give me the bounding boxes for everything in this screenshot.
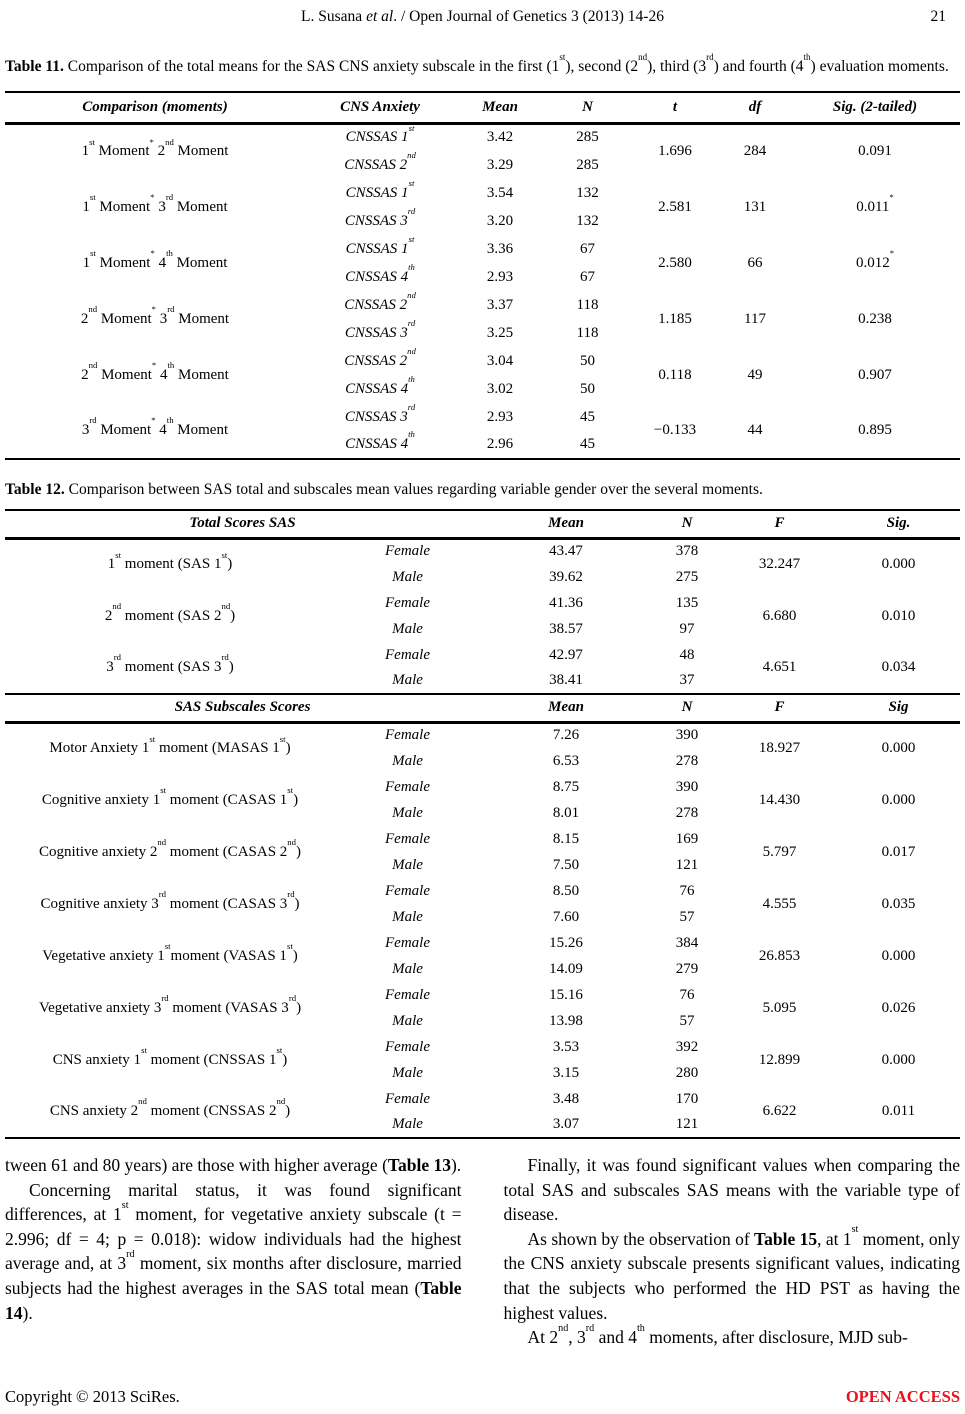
body-paragraph: As shown by the observation of Table 15, at 1st moment, only the CNS anxiety subscale presents significant values, indicating that the subjects who performed the HD PST as having the highest values. (503, 1224, 960, 1323)
table-11 (5, 91, 960, 460)
mean-cell: 3.37 (486, 296, 514, 313)
df-cell: 66 (747, 254, 763, 271)
table12-col-header-1-0: Mean (548, 699, 584, 716)
n-cell: 48 (679, 646, 695, 663)
n-cell: 118 (576, 296, 599, 313)
n-cell: 135 (675, 594, 699, 611)
row-label-cell: 1st moment (SAS 1st) (107, 549, 233, 573)
copyright-notice: Copyright © 2013 SciRes. (5, 1387, 180, 1406)
body-paragraph: Concerning marital status, it was found significant differences, at 1st moment, for vegetative anxiety subscale (t = 2.996; df = 4; p = 0.018): widow individuals had the highest average and, at 3rd moment, six months after disclosure, married subjects had the highest averages in the SAS total mean (Table 14). (5, 1179, 462, 1323)
scale-cell: CNSSAS 1st (345, 179, 415, 201)
comparison-cell: 2nd Moment* 4th Moment (81, 359, 229, 383)
n-cell: 50 (580, 380, 595, 397)
mean-cell: 7.50 (552, 856, 580, 873)
body-paragraph: At 2nd, 3rd and 4th moments, after disclosure, MJD sub- (527, 1322, 908, 1348)
table12-row (5, 722, 960, 748)
f-cell: 18.927 (758, 740, 801, 757)
n-cell: 76 (679, 882, 695, 899)
n-cell: 45 (580, 436, 595, 453)
gender-cell: Male (392, 620, 423, 637)
sig-cell: 0.012* (855, 247, 895, 271)
f-cell: 14.430 (758, 791, 801, 808)
mean-cell: 3.15 (552, 1064, 580, 1081)
mean-cell: 41.36 (549, 594, 583, 611)
row-label-cell: Cognitive anxiety 3rd moment (CASAS 3rd) (40, 888, 300, 912)
mean-cell: 42.97 (549, 646, 583, 663)
page-number: 21 (930, 8, 946, 25)
scale-cell: CNSSAS 1st (345, 235, 415, 257)
t-cell: −0.133 (653, 422, 697, 439)
mean-cell: 3.36 (486, 240, 514, 257)
n-cell: 121 (675, 856, 699, 873)
f-cell: 32.247 (758, 556, 801, 573)
n-cell: 285 (576, 156, 599, 173)
sig-cell: 0.895 (858, 422, 892, 439)
sig-cell: 0.238 (858, 310, 892, 327)
row-label-cell: Motor Anxiety 1st moment (MASAS 1st) (49, 733, 291, 757)
row-label-cell: CNS anxiety 2nd moment (CNSSAS 2nd) (49, 1096, 291, 1120)
gender-cell: Female (385, 830, 430, 847)
n-cell: 392 (675, 1038, 699, 1055)
n-cell: 384 (675, 934, 699, 951)
table11-col-header-4: t (672, 98, 678, 115)
t-cell: 1.696 (658, 143, 692, 160)
mean-cell: 3.54 (486, 184, 514, 201)
n-cell: 97 (679, 620, 695, 637)
table12-col-header-1-2: F (774, 699, 785, 716)
table12-col-header-1-3: Sig (888, 699, 909, 716)
scale-cell: CNSSAS 3rd (344, 207, 416, 229)
sig-cell: 0.907 (858, 366, 892, 383)
scale-cell: CNSSAS 3rd (344, 403, 416, 425)
mean-cell: 2.96 (486, 436, 514, 453)
table12-section-header-row (5, 694, 960, 722)
mean-cell: 3.25 (486, 324, 514, 341)
row-label-cell: Cognitive anxiety 2nd moment (CASAS 2nd) (39, 836, 301, 860)
n-cell: 45 (580, 408, 595, 425)
sig-cell: 0.000 (881, 791, 916, 808)
mean-cell: 3.42 (486, 129, 514, 146)
table12-row (5, 982, 960, 1008)
table12-row (5, 642, 960, 668)
scale-cell: CNSSAS 2nd (344, 151, 416, 173)
mean-cell: 3.29 (486, 156, 514, 173)
running-header (5, 8, 960, 30)
n-cell: 378 (675, 543, 699, 560)
mean-cell: 2.93 (486, 268, 514, 285)
n-cell: 390 (675, 727, 699, 744)
n-cell: 76 (679, 986, 695, 1003)
row-label-cell: CNS anxiety 1st moment (CNSSAS 1st) (52, 1044, 288, 1068)
sig-cell: 0.091 (858, 143, 892, 160)
sig-cell: 0.011* (856, 191, 894, 215)
gender-cell: Male (392, 1064, 423, 1081)
mean-cell: 38.41 (549, 672, 583, 689)
df-cell: 44 (747, 422, 763, 439)
n-cell: 132 (576, 184, 599, 201)
n-cell: 121 (675, 1116, 699, 1133)
mean-cell: 3.53 (552, 1038, 580, 1055)
f-cell: 26.853 (758, 947, 801, 964)
comparison-cell: 1st Moment* 4th Moment (82, 247, 228, 271)
table11-row (5, 291, 960, 319)
mean-cell: 3.07 (552, 1116, 580, 1133)
n-cell: 118 (576, 324, 599, 341)
mean-cell: 2.93 (486, 408, 514, 425)
mean-cell: 8.15 (552, 830, 580, 847)
scale-cell: CNSSAS 1st (345, 123, 415, 146)
n-cell: 37 (679, 672, 695, 689)
n-cell: 390 (675, 778, 699, 795)
table12-section-header-row (5, 510, 960, 538)
gender-cell: Male (392, 568, 423, 585)
sig-cell: 0.000 (881, 1051, 916, 1068)
gender-cell: Female (385, 543, 430, 560)
body-text-left-column (5, 1153, 462, 1350)
table12-col-header-0-2: F (774, 515, 785, 532)
journal-header-title: L. Susana et al. / Open Journal of Genetics 3 (2013) 14-26 (301, 8, 664, 25)
table11-col-header-3: N (582, 98, 593, 115)
gender-cell: Male (392, 804, 423, 821)
df-cell: 49 (747, 366, 763, 383)
sig-cell: 0.035 (881, 895, 916, 912)
section-title: Total Scores SAS (189, 515, 296, 532)
row-label-cell: 2nd moment (SAS 2nd) (104, 600, 236, 624)
mean-cell: 7.26 (552, 727, 580, 744)
gender-cell: Female (385, 882, 430, 899)
gender-cell: Female (385, 727, 430, 744)
table12-col-header-1-1: N (681, 699, 693, 716)
row-label-cell: Vegetative anxiety 3rd moment (VASAS 3rd) (38, 992, 302, 1016)
n-cell: 278 (675, 804, 699, 821)
body-paragraph: tween 61 and 80 years) are those with higher average (Table 13). (5, 1155, 462, 1176)
mean-cell: 39.62 (549, 568, 583, 585)
n-cell: 50 (580, 352, 595, 369)
row-label-cell: Cognitive anxiety 1st moment (CASAS 1st) (41, 784, 299, 808)
scale-cell: CNSSAS 2nd (344, 291, 416, 313)
comparison-cell: 1st Moment* 2nd Moment (81, 136, 229, 160)
mean-cell: 3.04 (486, 352, 514, 369)
table11-row (5, 179, 960, 207)
sig-cell: 0.000 (881, 740, 916, 757)
t-cell: 1.185 (658, 310, 692, 327)
comparison-cell: 2nd Moment* 3rd Moment (80, 303, 230, 327)
scale-cell: CNSSAS 4th (345, 375, 415, 397)
table11-col-header-0: Comparison (moments) (82, 98, 228, 115)
scale-cell: CNSSAS 4th (345, 431, 415, 453)
gender-cell: Female (385, 986, 430, 1003)
table12-col-header-0-1: N (681, 515, 693, 532)
body-text-right-column (504, 1153, 961, 1350)
body-paragraph: Finally, it was found significant values when comparing the total SAS and subscales SAS means with the variable type of disease. (503, 1155, 960, 1225)
mean-cell: 8.75 (552, 778, 580, 795)
gender-cell: Male (392, 752, 423, 769)
table-12 (5, 509, 960, 1139)
gender-cell: Male (392, 960, 423, 977)
table11-row (5, 123, 960, 151)
table12-row (5, 878, 960, 904)
mean-cell: 15.26 (549, 934, 583, 951)
table11-col-header-1: CNS Anxiety (340, 98, 420, 115)
mean-cell: 8.50 (552, 882, 580, 899)
n-cell: 279 (675, 960, 699, 977)
table11-header-row (5, 92, 960, 123)
table11-col-header-5: df (748, 98, 762, 115)
body-text (5, 1153, 960, 1350)
mean-cell: 3.20 (486, 212, 514, 229)
gender-cell: Female (385, 1038, 430, 1055)
gender-cell: Female (385, 646, 430, 663)
mean-cell: 7.60 (552, 908, 580, 925)
row-label-cell: Vegetative anxiety 1stmoment (VASAS 1st) (42, 940, 298, 964)
mean-cell: 38.57 (549, 620, 583, 637)
n-cell: 67 (580, 268, 595, 285)
f-cell: 4.555 (762, 895, 797, 912)
n-cell: 170 (675, 1090, 699, 1107)
n-cell: 169 (675, 830, 699, 847)
open-access-label: OPEN ACCESS (845, 1387, 960, 1406)
df-cell: 284 (743, 143, 767, 160)
scale-cell: CNSSAS 2nd (344, 347, 416, 369)
scale-cell: CNSSAS 3rd (344, 319, 416, 341)
mean-cell: 14.09 (549, 960, 583, 977)
f-cell: 6.622 (762, 1103, 797, 1120)
n-cell: 57 (679, 908, 695, 925)
sig-cell: 0.011 (881, 1103, 916, 1120)
table11-row (5, 347, 960, 375)
sig-cell: 0.017 (881, 843, 916, 860)
table11-row (5, 403, 960, 431)
gender-cell: Female (385, 1090, 430, 1107)
table12-col-header-0-3: Sig. (886, 515, 911, 532)
n-cell: 280 (675, 1064, 699, 1081)
t-cell: 0.118 (658, 366, 692, 383)
gender-cell: Male (392, 1116, 423, 1133)
f-cell: 6.680 (762, 607, 797, 624)
mean-cell: 15.16 (549, 986, 583, 1003)
df-cell: 117 (744, 310, 766, 327)
mean-cell: 13.98 (549, 1012, 583, 1029)
f-cell: 12.899 (758, 1051, 801, 1068)
sig-cell: 0.010 (881, 607, 916, 624)
t-cell: 2.581 (658, 198, 692, 215)
table12-row (5, 774, 960, 800)
gender-cell: Female (385, 934, 430, 951)
mean-cell: 43.47 (549, 543, 583, 560)
table11-caption: Table 11. Comparison of the total means for the SAS CNS anxiety subscale in the first (1st), second (2nd), third (3rd) and fourth (4th) evaluation moments. (5, 51, 949, 75)
n-cell: 278 (675, 752, 699, 769)
gender-cell: Female (385, 594, 430, 611)
table12-row (5, 826, 960, 852)
df-cell: 131 (743, 198, 767, 215)
gender-cell: Male (392, 856, 423, 873)
mean-cell: 6.53 (552, 752, 580, 769)
gender-cell: Male (392, 672, 423, 689)
scale-cell: CNSSAS 4th (345, 263, 415, 285)
f-cell: 5.797 (762, 843, 797, 860)
table12-row (5, 1086, 960, 1112)
mean-cell: 3.02 (486, 380, 514, 397)
comparison-cell: 3rd Moment* 4th Moment (81, 415, 229, 439)
table12-row (5, 1034, 960, 1060)
gender-cell: Male (392, 908, 423, 925)
t-cell: 2.580 (658, 254, 692, 271)
table11-row (5, 235, 960, 263)
page-footer (5, 1387, 960, 1407)
n-cell: 57 (679, 1012, 695, 1029)
f-cell: 4.651 (762, 659, 797, 676)
section-title: SAS Subscales Scores (174, 699, 311, 716)
comparison-cell: 1st Moment* 3rd Moment (82, 191, 228, 215)
table11-col-header-6: Sig. (2-tailed) (832, 98, 918, 115)
n-cell: 285 (576, 129, 599, 146)
sig-cell: 0.000 (881, 556, 916, 573)
n-cell: 132 (576, 212, 599, 229)
gender-cell: Male (392, 1012, 423, 1029)
row-label-cell: 3rd moment (SAS 3rd) (106, 652, 234, 676)
sig-cell: 0.034 (881, 659, 916, 676)
gender-cell: Female (385, 778, 430, 795)
n-cell: 275 (675, 568, 699, 585)
mean-cell: 3.48 (552, 1090, 580, 1107)
sig-cell: 0.026 (881, 999, 916, 1016)
table11-col-header-2: Mean (482, 98, 518, 115)
n-cell: 67 (580, 240, 595, 257)
table12-row (5, 590, 960, 616)
mean-cell: 8.01 (552, 804, 580, 821)
table12-caption: Table 12. Comparison between SAS total and subscales mean values regarding variable gender over the several moments. (5, 481, 763, 499)
table12-col-header-0-0: Mean (548, 515, 584, 532)
table12-row (5, 538, 960, 564)
f-cell: 5.095 (762, 999, 797, 1016)
sig-cell: 0.000 (881, 947, 916, 964)
table12-row (5, 930, 960, 956)
